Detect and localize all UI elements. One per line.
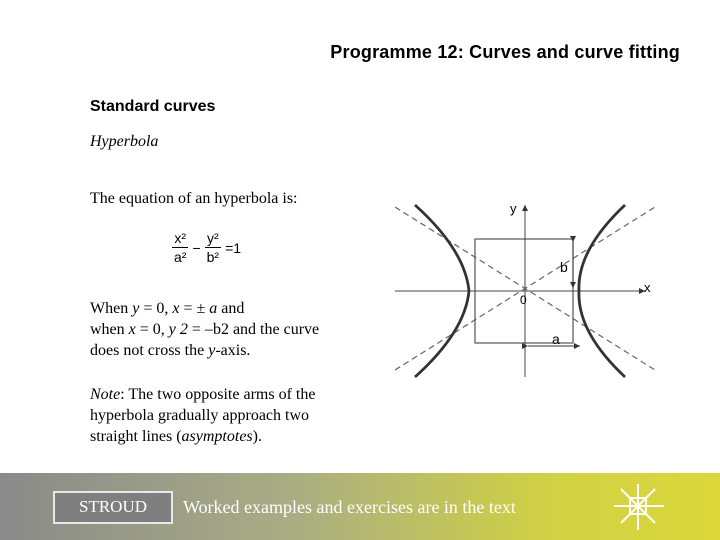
text-run: does not cross the — [90, 342, 209, 359]
a-label: a — [552, 331, 560, 347]
var-b-squared: b2 — [212, 321, 229, 338]
text-run: -axis. — [215, 342, 251, 359]
note-label: Note — [90, 386, 121, 403]
page-title: Programme 12: Curves and curve fitting — [330, 42, 680, 62]
x-squared: x² — [174, 230, 187, 246]
stroud-button[interactable]: STROUD — [53, 491, 173, 524]
fraction-y — [205, 230, 221, 265]
hyperbola-equation — [170, 230, 243, 265]
b-squared: b² — [206, 249, 220, 265]
text-run: = – — [187, 321, 213, 338]
var-y-axis: y — [208, 342, 216, 359]
section-title: Standard curves — [90, 98, 216, 115]
x-axis-label: x — [644, 280, 651, 295]
var-x: x — [172, 300, 180, 317]
text-run: When — [90, 300, 133, 317]
b-label: b — [560, 259, 568, 275]
asymptote-note — [90, 384, 360, 447]
minus-sign: − — [192, 239, 201, 256]
text-run: when — [90, 321, 129, 338]
y-axis-label: y — [510, 201, 517, 216]
text-run: and the curve — [228, 321, 320, 338]
intercepts-paragraph — [90, 298, 370, 361]
note-text: ). — [252, 428, 262, 445]
footer-text: Worked examples and exercises are in the text — [183, 497, 516, 517]
var-x: x — [128, 321, 136, 338]
compass-star-icon — [612, 483, 666, 531]
note-text: : The two opposite arms of the hyperbola gradually approach two straight lines ( — [90, 386, 316, 445]
footer-bar — [0, 473, 720, 540]
intro-text: The equation of an hyperbola is: — [90, 190, 298, 207]
text-run: = ± — [179, 300, 210, 317]
text-run: and — [217, 300, 245, 317]
origin-label: 0 — [520, 293, 527, 307]
text-run: = 0, — [135, 321, 169, 338]
subsection-title: Hyperbola — [90, 133, 159, 150]
equals-one: =1 — [225, 239, 242, 256]
a-squared: a² — [174, 249, 187, 265]
fraction-x — [172, 230, 188, 265]
asymptotes-term: asymptotes — [181, 428, 253, 445]
text-run: = 0, — [139, 300, 173, 317]
var-y: y — [132, 300, 140, 317]
var-y-squared: y 2 — [168, 321, 188, 338]
hyperbola-diagram — [395, 195, 665, 380]
y-squared: y² — [207, 230, 219, 246]
var-a: a — [209, 300, 218, 317]
